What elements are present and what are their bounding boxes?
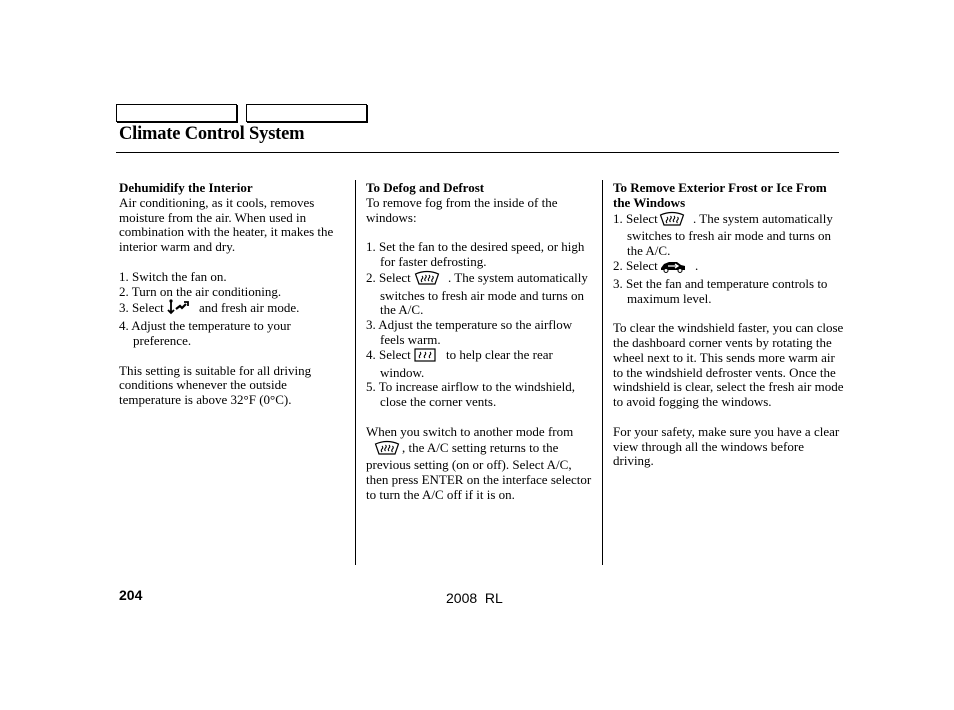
fresh-air-mode-icon	[673, 259, 687, 277]
list-item: 5. To increase airflow to the windshield, close the corner vents.	[366, 379, 575, 410]
step-text: and fresh air mode.	[199, 300, 300, 316]
step-text: 1. Select	[613, 210, 658, 226]
section-paragraph: To clear the windshield faster, you can close the dashboard corner vents by rotating the wheel next to it. This sends more warm air to the windshield defroster vents. Once the windshield is clear, select the fresh air mode to avoid fogging the windows.	[613, 320, 844, 410]
column-divider-1	[355, 180, 356, 565]
column-defog	[366, 181, 596, 518]
step-text: . The system automatically switches to fresh air mode and turns on the A/C.	[380, 269, 588, 318]
page-number: 204	[119, 587, 143, 603]
section-note	[366, 425, 596, 503]
note-text: When you switch to another mode from	[366, 423, 574, 439]
step-list	[119, 270, 351, 349]
list-item: 2. Turn on the air conditioning.	[119, 283, 282, 299]
list-item: 3. Set the fan and temperature controls to maximum level.	[613, 275, 828, 306]
windshield-defrost-icon	[673, 211, 685, 230]
vent-floor-mode-icon	[181, 299, 189, 319]
windshield-defrost-icon	[428, 270, 440, 289]
list-item	[613, 259, 845, 277]
column-frost	[613, 181, 845, 484]
list-item	[119, 299, 351, 319]
note-text: , the A/C setting returns to the previous setting (on or off). Select A/C, then press ENTER on the interface selector to turn the A/C off if it is on.	[366, 439, 592, 502]
section-heading: Dehumidify the Interior	[119, 180, 253, 195]
section-heading: To Defog and Defrost	[366, 180, 485, 195]
step-text: 2. Select	[613, 257, 658, 273]
step-text: 4. Select	[366, 346, 411, 362]
column-divider-2	[602, 180, 603, 565]
step-text: . The system automatically switches to fresh air mode and turns on the A/C.	[627, 210, 833, 259]
step-text: to help clear the rear window.	[380, 346, 553, 380]
step-list	[366, 240, 596, 410]
step-list	[613, 211, 845, 307]
list-item: 1. Set the fan to the desired speed, or high for faster defrosting.	[366, 239, 585, 269]
nav-tab-box-2	[246, 104, 367, 122]
step-text: 2. Select	[366, 269, 411, 285]
list-item: 4. Adjust the temperature to your preference.	[119, 318, 291, 348]
nav-tab-box-1	[116, 104, 237, 122]
page-title: Climate Control System	[119, 124, 305, 144]
step-text: .	[695, 257, 699, 273]
section-intro: Air conditioning, as it cools, removes moisture from the air. When used in combination with the heater, it makes the interior warm and dry.	[119, 194, 334, 255]
list-item	[613, 211, 845, 259]
rear-window-defrost-icon	[428, 348, 436, 366]
column-dehumidify	[119, 181, 351, 423]
step-text: 3. Select	[119, 300, 164, 316]
list-item: 3. Adjust the temperature so the airflow feels warm.	[366, 317, 573, 347]
title-rule	[116, 152, 839, 153]
section-heading: To Remove Exterior Frost or Ice From the Windows	[613, 180, 827, 210]
windshield-defrost-icon	[374, 440, 400, 459]
section-note: This setting is suitable for all driving conditions whenever the outside temperature is above 32°F (0°C).	[119, 362, 312, 408]
section-paragraph: For your safety, make sure you have a clear view through all the windows before driving.	[613, 423, 840, 469]
footer-model: 2008 RL	[446, 590, 503, 606]
list-item: 1. Switch the fan on.	[119, 268, 227, 284]
section-intro: To remove fog from the inside of the windows:	[366, 194, 558, 225]
list-item	[366, 348, 596, 381]
list-item	[366, 270, 596, 318]
